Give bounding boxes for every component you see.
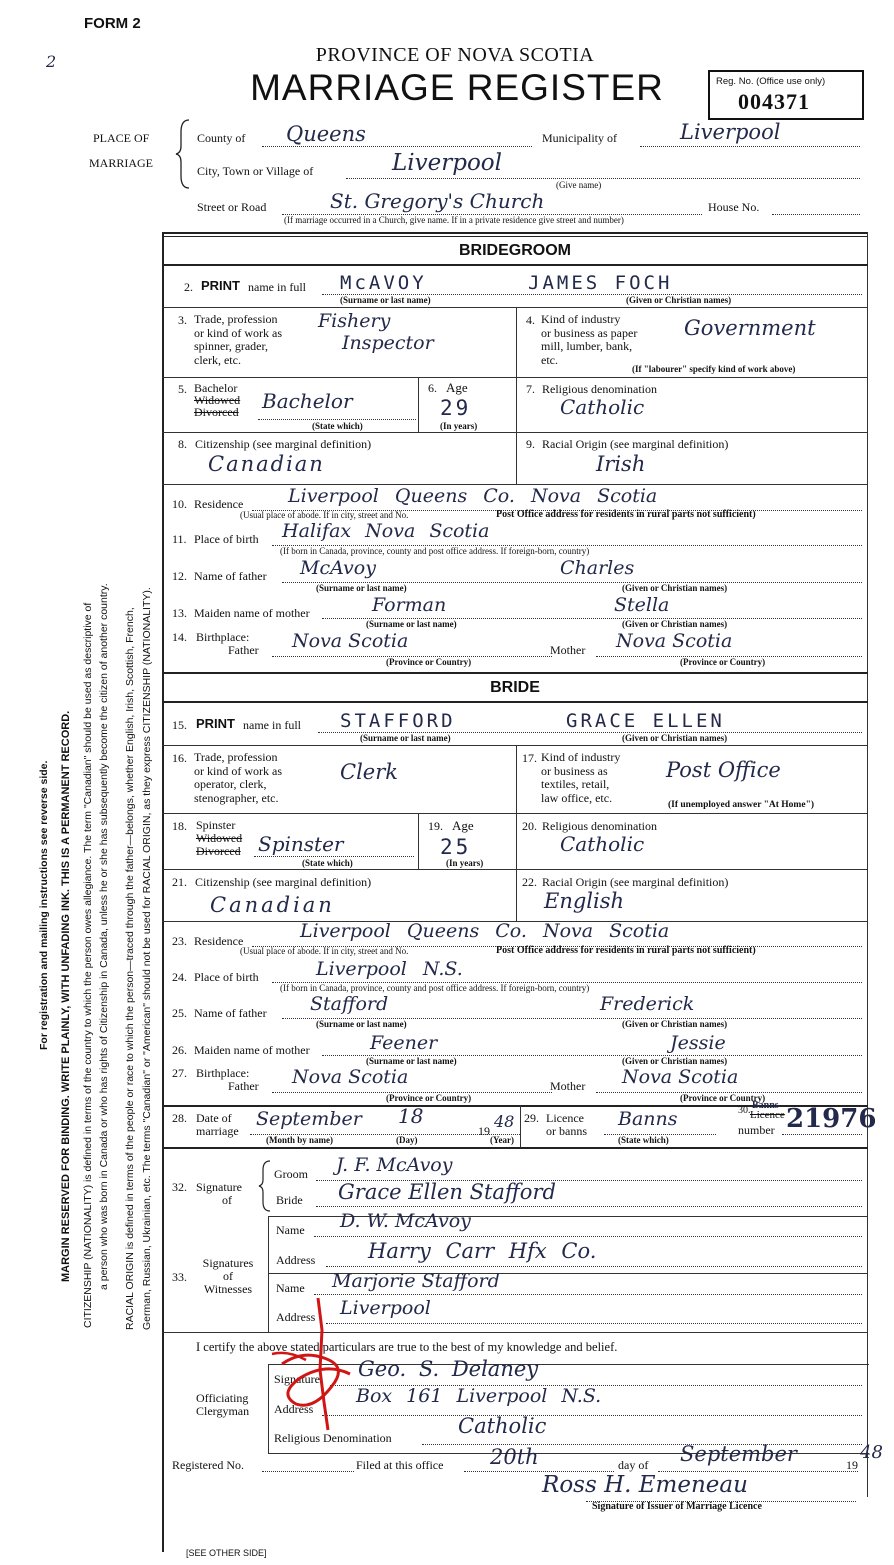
registered-line — [262, 1471, 354, 1472]
groom-father-surname[interactable]: McAvoy — [300, 557, 376, 579]
marriage-year-prefix: 19 — [478, 1124, 490, 1138]
col-rule — [516, 813, 517, 869]
bride-given-caption: (Given or Christian names) — [622, 733, 728, 743]
item-10-number: 10. — [172, 497, 187, 511]
col-rule — [516, 745, 517, 813]
place-label-2: MARRIAGE — [89, 156, 154, 170]
item-13-number: 13. — [172, 606, 187, 620]
item-7-number: 7. — [526, 382, 535, 396]
item-11-number: 11. — [172, 532, 187, 546]
item-8-number: 8. — [178, 437, 187, 451]
groom-status-label — [194, 382, 240, 418]
registered-label: Registered No. — [172, 1458, 244, 1472]
item-19-number: 19. — [428, 819, 443, 833]
groom-print-label: PRINT — [201, 278, 240, 293]
bride-father-label: Name of father — [194, 1006, 267, 1020]
row-rule — [162, 869, 868, 870]
groom-mother-given[interactable]: Stella — [614, 594, 670, 616]
item-12-number: 12. — [172, 569, 187, 583]
witnesses-label — [196, 1257, 260, 1296]
bride-status-opt-2: Widowed — [196, 831, 243, 845]
city-label: City, Town or Village of — [197, 164, 314, 178]
page-title: MARRIAGE REGISTER — [250, 67, 664, 108]
clergy-label-1: Officiating — [196, 1391, 249, 1405]
signature-label: Signature — [196, 1180, 242, 1194]
bride-status-opt-1: Spinster — [196, 818, 236, 832]
row-rule — [162, 432, 868, 433]
number-line — [782, 1134, 862, 1135]
groom-surname[interactable]: McAVOY — [340, 272, 427, 294]
groom-bp-father[interactable]: Nova Scotia — [292, 630, 409, 652]
bride-bp-mother[interactable]: Nova Scotia — [622, 1066, 739, 1088]
col-rule — [516, 307, 517, 377]
signature-brace — [258, 1160, 272, 1212]
row-rule — [162, 377, 868, 378]
groom-racial-label: Racial Origin (see marginal definition) — [542, 437, 729, 451]
bride-sig-label: Bride — [276, 1193, 303, 1207]
groom-industry-label-2: or business as paper — [541, 325, 638, 340]
item-6-number: 6. — [428, 381, 437, 395]
bride-birth-caption: (If born in Canada, province, county and post office address. If foreign-born, country) — [280, 983, 590, 993]
day-of-label: day of — [618, 1458, 649, 1472]
witness-1-name[interactable]: D. W. McAvoy — [340, 1210, 471, 1232]
groom-bp-father-caption: (Province or Country) — [386, 657, 472, 667]
groom-trade-value-1: Fishery — [318, 310, 391, 332]
bride-father-given-caption: (Given or Christian names) — [622, 1019, 728, 1029]
bride-bp-father-caption: (Province or Country) — [386, 1093, 472, 1103]
groom-citizenship-value[interactable]: Canadian — [208, 452, 325, 476]
item-14-number: 14. — [172, 630, 187, 644]
groom-rule — [162, 236, 868, 237]
groom-religion-label: Religious denomination — [542, 382, 657, 396]
groom-citizenship-label: Citizenship (see marginal definition) — [195, 437, 372, 451]
witnesses-label-3: Witnesses — [203, 1282, 253, 1296]
groom-mother-surname[interactable]: Forman — [372, 594, 447, 616]
banns-overwrite: Banns — [752, 1100, 779, 1111]
street-note: (If marriage occurred in a Church, give name. If in a private residence give street and number) — [284, 215, 624, 225]
marriage-year-caption: (Year) — [490, 1135, 514, 1145]
municipality-value[interactable]: Liverpool — [680, 120, 781, 144]
place-label: PLACE OF — [93, 131, 150, 145]
place-brace — [175, 118, 191, 190]
groom-bp-mother[interactable]: Nova Scotia — [616, 630, 733, 652]
bride-birth-value[interactable]: Liverpool N.S. — [316, 958, 463, 980]
item-15-number: 15. — [172, 718, 187, 732]
margin-citizenship-2: a person who was born in Canada or who has rights of Citizenship in Canada, unless he or she has subsequently become the citizen of another country. — [98, 583, 110, 1290]
groom-status-opt-2: Widowed — [194, 393, 241, 407]
licence-label: Licence — [546, 1111, 584, 1125]
bride-industry-note: (If unemployed answer "At Home") — [668, 800, 815, 810]
bride-mother-surname[interactable]: Feener — [370, 1032, 438, 1054]
groom-trade-label — [194, 313, 282, 367]
bride-rule — [162, 672, 868, 674]
bride-header-rule — [162, 701, 868, 703]
item-27-number: 27. — [172, 1066, 187, 1080]
groom-mother-given-caption: (Given or Christian names) — [622, 619, 728, 629]
groom-father-given-caption: (Given or Christian names) — [622, 583, 728, 593]
item-29-number: 29. — [524, 1111, 539, 1125]
number-label: number — [738, 1123, 775, 1137]
groom-father-label: Name of father — [194, 569, 267, 583]
bride-age-label: Age — [452, 818, 474, 833]
clergy-sig-label: Signature — [274, 1372, 320, 1386]
w2-name-line — [314, 1294, 862, 1295]
province-title: PROVINCE OF NOVA SCOTIA — [315, 44, 595, 66]
reg-number-box — [708, 70, 864, 120]
status-line — [254, 856, 414, 857]
groom-trade-value-2: Inspector — [342, 332, 434, 354]
bride-industry-value[interactable]: Post Office — [666, 758, 781, 782]
groom-industry-label-4: etc. — [541, 352, 558, 367]
filed-month[interactable]: September — [680, 1442, 797, 1466]
bride-father-given[interactable]: Frederick — [600, 993, 695, 1015]
groom-industry-label — [541, 313, 637, 367]
clergy-signature[interactable]: Geo. S. Delaney — [358, 1357, 539, 1381]
bride-birth-label: Place of birth — [194, 970, 259, 984]
item-2-number: 2. — [184, 280, 193, 294]
bride-industry-label-3: textiles, retail, — [541, 777, 610, 791]
groom-industry-label-3: mill, lumber, bank, — [541, 339, 633, 353]
col-rule — [520, 1105, 521, 1147]
street-value[interactable]: St. Gregory's Church — [330, 189, 545, 213]
right-rule — [867, 232, 868, 1497]
bride-surname[interactable]: STAFFORD — [340, 710, 456, 732]
issuer-signature[interactable]: Ross H. Emeneau — [542, 1472, 748, 1498]
bride-industry-label-2: or business as — [541, 763, 608, 778]
groom-residence-caption-a: (Usual place of abode. If in city, street and No. — [240, 510, 409, 520]
groom-religion-value[interactable]: Catholic — [560, 395, 645, 419]
groom-trade-label-1: Trade, profession — [194, 312, 278, 326]
col-rule — [516, 377, 517, 432]
w1-name-line — [314, 1236, 862, 1237]
licence-caption: (State which) — [618, 1135, 669, 1145]
groom-status-opt-1: Bachelor — [194, 381, 238, 395]
give-name-caption: (Give name) — [556, 180, 602, 190]
marriage-date-label: Date of — [196, 1111, 232, 1125]
margin-mark: 2 — [46, 52, 57, 71]
marriage-year[interactable]: 48 — [494, 1112, 515, 1131]
groom-bp-father-label: Father — [228, 643, 259, 657]
groom-birth-value[interactable]: Halifax Nova Scotia — [282, 520, 490, 542]
groom-father-surname-caption: (Surname or last name) — [316, 583, 407, 593]
house-label: House No. — [708, 200, 760, 214]
bride-trade-label-1: Trade, profession — [194, 750, 278, 764]
margin-binding-note: MARGIN RESERVED FOR BINDING. WRITE PLAINLY, WITH UNFADING INK. THIS IS A PERMANENT RECORD. — [60, 710, 72, 1282]
bride-state-caption: (State which) — [302, 858, 353, 868]
bride-bp-label: Birthplace: — [196, 1066, 250, 1080]
house-line — [772, 214, 860, 215]
groom-residence-caption-b: Post Office address for residents in rural parts not sufficient) — [496, 509, 756, 520]
margin-racial-2: German, Russian, Ukrainian, etc. The terms "Canadian" or "American" should not be used for RACIAL ORIGIN, as they express CITIZENSHIP (NATIONALITY). — [141, 587, 153, 1330]
w2-address-label: Address — [276, 1310, 316, 1324]
groom-section-title: BRIDEGROOM — [459, 242, 571, 259]
item-33-number: 33. — [172, 1270, 187, 1284]
filed-day[interactable]: 20th — [490, 1445, 539, 1469]
row-rule — [162, 745, 868, 746]
bride-mother-given-caption: (Given or Christian names) — [622, 1056, 728, 1066]
w1-address-label: Address — [276, 1253, 316, 1267]
licence-label-2: or banns — [546, 1124, 587, 1138]
bride-age-value[interactable]: 25 — [440, 835, 472, 859]
bride-mother-label: Maiden name of mother — [194, 1043, 310, 1057]
groom-industry-value[interactable]: Government — [684, 316, 816, 340]
item-25-number: 25. — [172, 1006, 187, 1020]
bride-given-names[interactable]: GRACE ELLEN — [566, 710, 725, 732]
bride-residence-label: Residence — [194, 934, 244, 948]
groom-bp-mother-label: Mother — [550, 643, 586, 657]
witnesses-label-2: of — [223, 1269, 233, 1283]
clergy-religion-label: Religious Denomination — [274, 1431, 392, 1445]
licence-word: Licence — [750, 1109, 785, 1121]
groom-sig-label: Groom — [274, 1167, 308, 1181]
bride-bp-mother-caption: (Province or Country) — [680, 1093, 766, 1103]
groom-mother-surname-caption: (Surname or last name) — [366, 619, 457, 629]
item-3-number: 3. — [178, 313, 187, 327]
municipality-label: Municipality of — [542, 131, 617, 145]
margin-racial-1: RACIAL ORIGIN is defined in terms of the people or race to which the person—traced through the father—belongs, whether English, Irish, Scottish, French, — [124, 607, 136, 1330]
item-4-number: 4. — [526, 313, 535, 327]
bride-father-surname-caption: (Surname or last name) — [316, 1019, 407, 1029]
item-28-number: 28. — [172, 1111, 187, 1125]
w1-address-line — [326, 1266, 862, 1267]
w2-name-label: Name — [276, 1281, 305, 1295]
groom-state-caption: (State which) — [312, 421, 363, 431]
groom-trade-label-3: spinner, grader, — [194, 339, 269, 353]
signature-of-label: of — [222, 1193, 232, 1207]
groom-father-given[interactable]: Charles — [560, 557, 635, 579]
county-line — [262, 146, 532, 147]
clergy-label — [196, 1392, 249, 1418]
bride-status-label — [196, 819, 242, 858]
item-32-number: 32. — [172, 1180, 187, 1194]
reg-number: 004371 — [738, 89, 810, 114]
see-other-side: [SEE OTHER SIDE] — [186, 1548, 267, 1558]
clergy-address-line — [322, 1415, 862, 1416]
banns-number[interactable]: 21976 — [786, 1104, 877, 1134]
bride-citizenship-value[interactable]: Canadian — [210, 893, 335, 917]
bride-bp-mother-label: Mother — [550, 1079, 586, 1093]
issuer-caption: Signature of Issuer of Marriage Licence — [592, 1501, 762, 1512]
clergy-religion[interactable]: Catholic — [458, 1414, 547, 1438]
item-16-number: 16. — [172, 751, 187, 765]
witness-2-name[interactable]: Marjorie Stafford — [332, 1270, 500, 1292]
item-20-number: 20. — [522, 819, 537, 833]
groom-given-names[interactable]: JAMES FOCH — [528, 272, 673, 294]
bride-bp-father[interactable]: Nova Scotia — [292, 1066, 409, 1088]
bride-mother-given[interactable]: Jessie — [670, 1032, 726, 1054]
bride-signature[interactable]: Grace Ellen Stafford — [338, 1180, 556, 1204]
item-21-number: 21. — [172, 875, 187, 889]
groom-racial-value[interactable]: Irish — [596, 452, 646, 476]
bride-sig-line — [316, 1206, 862, 1207]
witness-1-address[interactable]: Harry Carr Hfx Co. — [368, 1239, 597, 1263]
col-rule — [418, 377, 419, 432]
bride-trade-value[interactable]: Clerk — [340, 760, 398, 784]
bride-religion-label: Religious denomination — [542, 819, 657, 833]
filed-year[interactable]: 48 — [860, 1442, 883, 1463]
col-rule — [516, 869, 517, 921]
groom-residence-value[interactable]: Liverpool Queens Co. Nova Scotia — [288, 485, 658, 507]
w1-name-label: Name — [276, 1223, 305, 1237]
reg-number-label: Reg. No. (Office use only) — [716, 76, 826, 87]
margin-instructions: For registration and mailing instructions see reverse side. — [38, 760, 50, 1050]
bride-status-value[interactable]: Spinster — [258, 832, 344, 856]
bride-bp-father-label: Father — [228, 1079, 259, 1093]
red-check-mark — [262, 1290, 392, 1440]
city-value[interactable]: Liverpool — [392, 150, 503, 176]
bride-print-label: PRINT — [196, 716, 235, 731]
groom-industry-note: (If "labourer" specify kind of work above) — [632, 364, 796, 374]
bride-racial-label: Racial Origin (see marginal definition) — [542, 875, 729, 889]
item-5-number: 5. — [178, 382, 187, 396]
groom-mother-label: Maiden name of mother — [194, 606, 310, 620]
bride-residence-caption-b: Post Office address for residents in rural parts not sufficient) — [496, 945, 756, 956]
groom-birth-label: Place of birth — [194, 532, 259, 546]
licence-value[interactable]: Banns — [618, 1108, 678, 1130]
bride-residence-value[interactable]: Liverpool Queens Co. Nova Scotia — [300, 920, 670, 942]
marriage-day-caption: (Day) — [396, 1135, 418, 1145]
groom-status-opt-3: Divorced — [194, 405, 239, 419]
groom-header-rule — [162, 264, 868, 266]
city-line — [346, 178, 860, 179]
groom-residence-label: Residence — [194, 497, 244, 511]
status-line — [258, 419, 416, 420]
filed-label: Filed at this office — [356, 1458, 444, 1472]
item-30-number: 30. — [738, 1105, 751, 1116]
groom-status-value[interactable]: Bachelor — [262, 389, 353, 413]
margin-citizenship-1: CITIZENSHIP (NATIONALITY) is defined in terms of the country to which the person owes allegiance. The term "Canadian" should be used as descriptive of — [82, 602, 94, 1328]
item-22-number: 22. — [522, 875, 537, 889]
bride-religion-value[interactable]: Catholic — [560, 832, 645, 856]
bride-trade-label-4: stenographer, etc. — [194, 790, 279, 805]
col-rule — [516, 432, 517, 484]
bride-residence-caption-a: (Usual place of abode. If in city, street and No. — [240, 946, 409, 956]
witnesses-label-1: Signatures — [202, 1256, 254, 1270]
bride-father-surname[interactable]: Stafford — [310, 993, 389, 1015]
clergy-address[interactable]: Box 161 Liverpool N.S. — [356, 1385, 602, 1407]
marriage-day[interactable]: 18 — [398, 1104, 424, 1128]
row-rule — [162, 307, 868, 308]
groom-age-caption: (In years) — [440, 421, 478, 431]
groom-surname-caption: (Surname or last name) — [340, 295, 431, 305]
bride-trade-label — [194, 751, 282, 805]
groom-trade-label-2: or kind of work as — [194, 325, 282, 340]
col-rule — [418, 813, 419, 869]
county-value[interactable]: Queens — [286, 122, 366, 146]
bride-name-label: name in full — [243, 718, 301, 732]
section-rule — [162, 1147, 868, 1149]
bride-racial-value[interactable]: English — [544, 889, 625, 913]
item-18-number: 18. — [172, 819, 187, 833]
item-26-number: 26. — [172, 1043, 187, 1057]
bride-age-caption: (In years) — [446, 858, 484, 868]
bride-trade-label-2: or kind of work as — [194, 763, 282, 778]
marriage-date-label-2: marriage — [196, 1124, 239, 1138]
row-rule — [162, 813, 868, 814]
bride-section-title: BRIDE — [490, 679, 540, 696]
groom-age-label: Age — [446, 380, 468, 395]
groom-given-caption: (Given or Christian names) — [626, 295, 732, 305]
county-label: County of — [197, 131, 246, 145]
bride-citizenship-label: Citizenship (see marginal definition) — [195, 875, 372, 889]
groom-birth-caption: (If born in Canada, province, county and post office address. If foreign-born, country) — [280, 546, 590, 556]
groom-industry-label-1: Kind of industry — [541, 312, 621, 326]
witness-2-address[interactable]: Liverpool — [340, 1297, 431, 1319]
bride-mother-surname-caption: (Surname or last name) — [366, 1056, 457, 1066]
street-label: Street or Road — [197, 200, 267, 214]
groom-name-label: name in full — [248, 280, 306, 294]
item-9-number: 9. — [526, 437, 535, 451]
groom-signature[interactable]: J. F. McAvoy — [336, 1154, 453, 1176]
bride-surname-caption: (Surname or last name) — [360, 733, 451, 743]
marriage-month-caption: (Month by name) — [266, 1135, 333, 1145]
bride-trade-label-3: operator, clerk, — [194, 777, 267, 791]
bride-status-opt-3: Divorced — [196, 844, 241, 858]
groom-age-value[interactable]: 29 — [440, 396, 472, 420]
certification-text: I certify the above stated particulars are true to the best of my knowledge and belief. — [196, 1340, 618, 1354]
marriage-month[interactable]: September — [256, 1108, 362, 1130]
top-rule — [162, 232, 868, 234]
clergy-label-2: Clergyman — [196, 1404, 250, 1418]
clergy-address-label: Address — [274, 1402, 314, 1416]
bride-industry-label — [541, 751, 620, 805]
groom-trade-value[interactable] — [318, 310, 434, 354]
groom-bp-mother-caption: (Province or Country) — [680, 657, 766, 667]
groom-bp-label: Birthplace: — [196, 630, 250, 644]
bride-industry-label-4: law office, etc. — [541, 790, 613, 805]
filed-year-prefix: 19 — [846, 1458, 858, 1472]
municipality-line — [640, 146, 860, 147]
item-23-number: 23. — [172, 934, 187, 948]
item-17-number: 17. — [522, 751, 537, 765]
groom-trade-label-4: clerk, etc. — [194, 352, 241, 367]
form-number: FORM 2 — [84, 15, 141, 32]
item-24-number: 24. — [172, 970, 187, 984]
w2-address-line — [326, 1323, 862, 1324]
bride-industry-label-1: Kind of industry — [541, 750, 621, 764]
